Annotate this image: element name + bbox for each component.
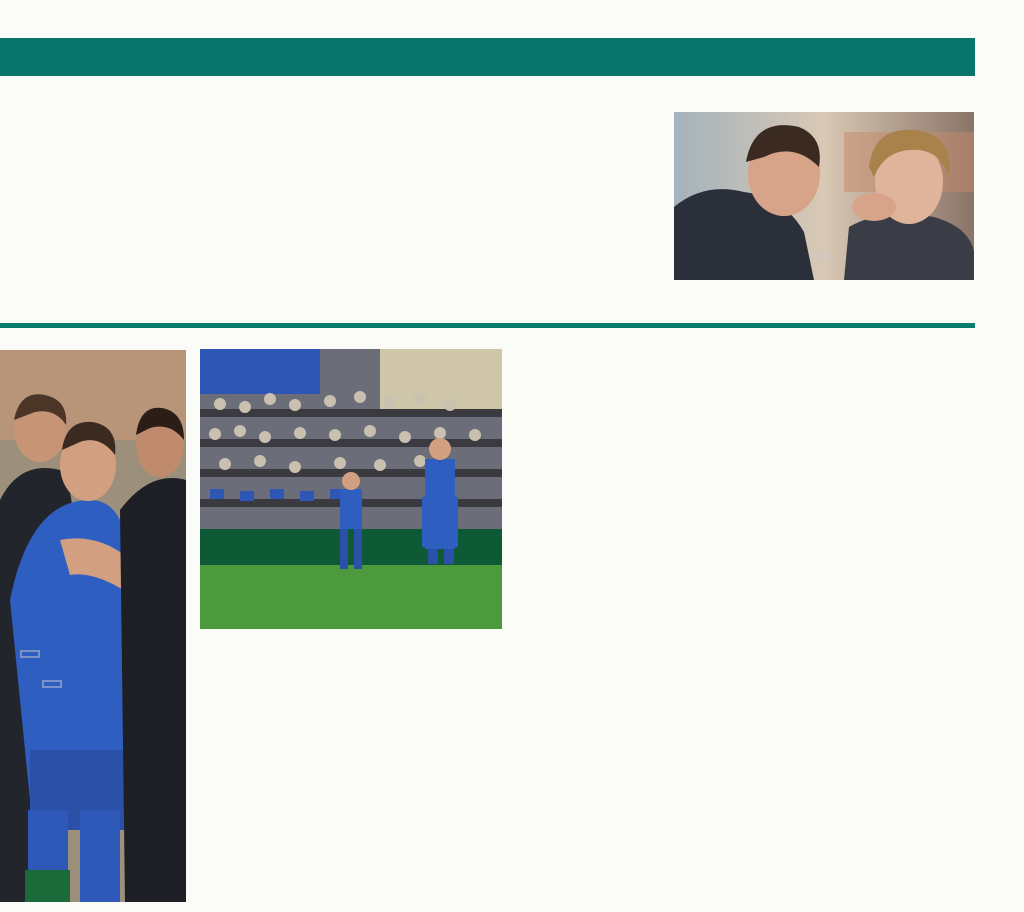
locker-body-col4: [515, 110, 661, 288]
goal-scene-illustration: [200, 349, 502, 629]
la-gumina-celebration-photo: [0, 350, 186, 902]
cerri-goal-photo: [200, 349, 502, 629]
celebration-illustration: [0, 350, 186, 902]
section-divider: [0, 323, 975, 328]
section-color-band: [0, 38, 975, 76]
locker-body-col3: [359, 110, 505, 300]
locker-body-col1: [43, 184, 193, 299]
gattuso-stroppa-photo: [674, 112, 974, 280]
locker-body-col2: [201, 184, 351, 299]
gattuso-stroppa-illustration: [674, 112, 974, 280]
